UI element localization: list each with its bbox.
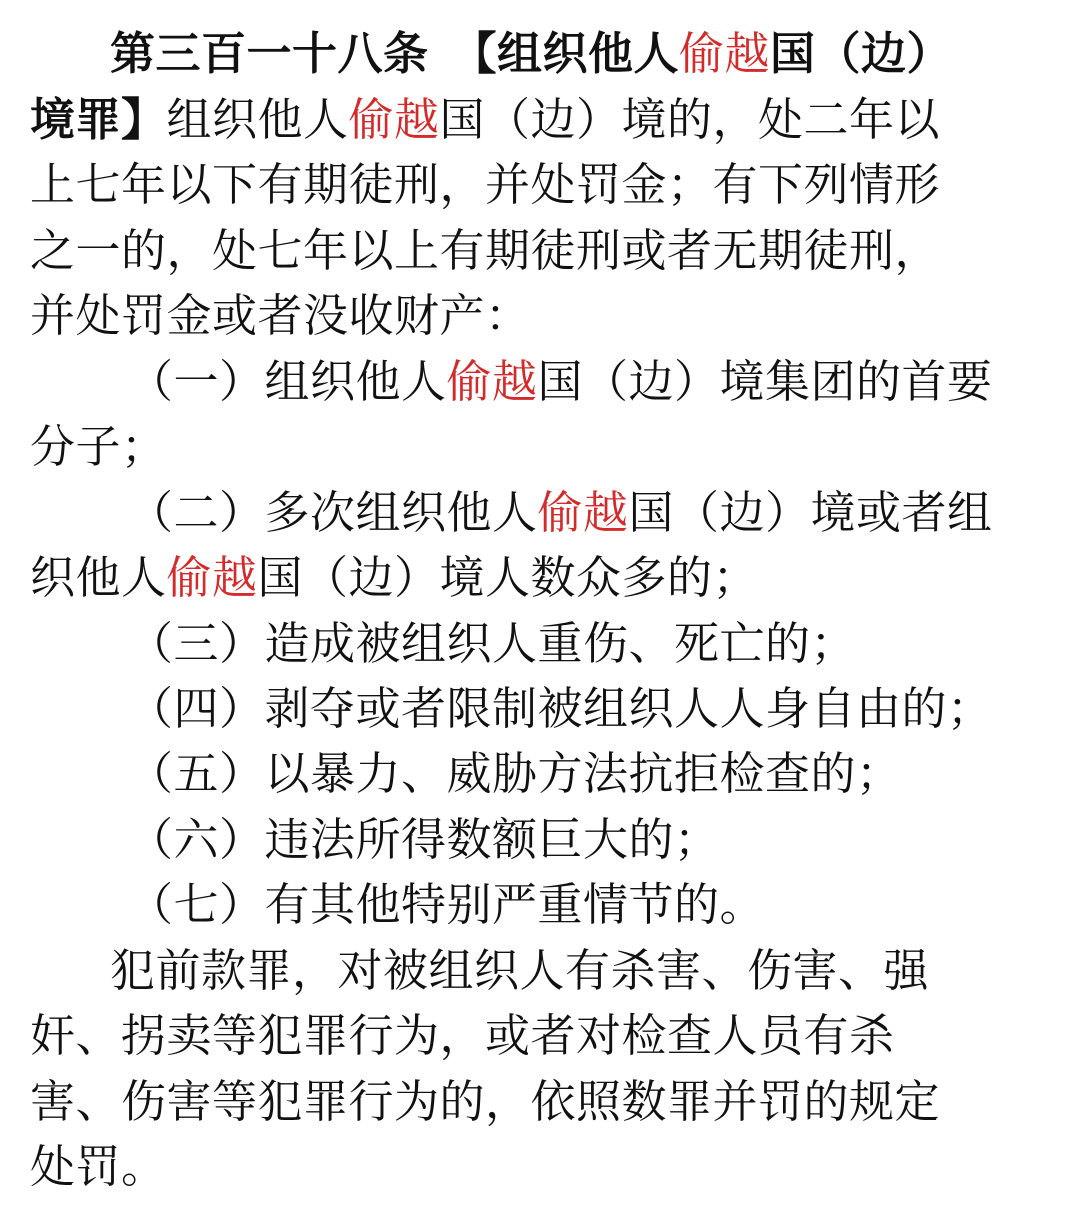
text-line bbox=[30, 1137, 167, 1197]
text-line bbox=[110, 24, 952, 84]
body-text: （三）造成被组织人重伤、死亡的； bbox=[128, 617, 857, 670]
article-heading-text: 国（边） bbox=[770, 27, 953, 80]
text-line bbox=[30, 1006, 895, 1066]
body-text: 害、伤害等犯罪行为的，依照数罪并罚的规定 bbox=[30, 1075, 941, 1128]
text-line bbox=[128, 744, 902, 804]
text-line bbox=[128, 483, 993, 543]
body-text: 国（边）境的，处二年以 bbox=[439, 93, 941, 146]
body-text: （七）有其他特别严重情节的。 bbox=[128, 878, 766, 931]
body-text: 处罚。 bbox=[30, 1140, 167, 1193]
text-line bbox=[128, 614, 856, 674]
body-text: 国（边）境集团的首要 bbox=[537, 355, 993, 408]
highlighted-term: 偷越 bbox=[679, 27, 771, 80]
text-line bbox=[30, 90, 940, 150]
highlighted-term: 偷越 bbox=[348, 93, 440, 146]
text-line bbox=[128, 875, 765, 935]
body-text: （二）多次组织他人 bbox=[128, 486, 538, 539]
body-text: （五）以暴力、威胁方法抗拒检查的； bbox=[128, 747, 902, 800]
highlighted-term: 偷越 bbox=[446, 355, 538, 408]
body-text: 国（边）境人数众多的； bbox=[257, 551, 759, 604]
text-line bbox=[128, 810, 720, 870]
body-text: 上七年以下有期徒刑，并处罚金；有下列情形 bbox=[30, 158, 941, 211]
body-text: 奸、拐卖等犯罪行为，或者对检查人员有杀 bbox=[30, 1009, 895, 1062]
body-text: （一）组织他人 bbox=[128, 355, 447, 408]
text-line bbox=[128, 352, 993, 412]
body-text: 织他人 bbox=[30, 551, 167, 604]
text-line bbox=[30, 155, 940, 215]
text-line bbox=[30, 286, 531, 346]
body-text: （六）违法所得数额巨大的； bbox=[128, 813, 720, 866]
text-line bbox=[110, 941, 929, 1001]
body-text: 组织他人 bbox=[166, 93, 349, 146]
body-text: （四）剥夺或者限制被组织人人身自由的； bbox=[128, 682, 993, 735]
article-heading-text: 第三百一十八条 bbox=[110, 27, 429, 80]
article-heading-text: 【组织他人 bbox=[428, 27, 680, 80]
text-line bbox=[128, 679, 993, 739]
text-line bbox=[30, 221, 940, 281]
highlighted-term: 偷越 bbox=[537, 486, 629, 539]
highlighted-term: 偷越 bbox=[166, 551, 258, 604]
body-text: 国（边）境或者组 bbox=[628, 486, 993, 539]
text-line bbox=[30, 1072, 940, 1132]
body-text: 分子； bbox=[30, 420, 167, 473]
text-line bbox=[30, 548, 758, 608]
article-heading-text: 境罪】 bbox=[30, 93, 167, 146]
text-line bbox=[30, 417, 167, 477]
body-text: 之一的，处七年以上有期徒刑或者无期徒刑， bbox=[30, 224, 941, 277]
body-text: 犯前款罪，对被组织人有杀害、伤害、强 bbox=[110, 944, 930, 997]
body-text: 并处罚金或者没收财产： bbox=[30, 289, 531, 342]
